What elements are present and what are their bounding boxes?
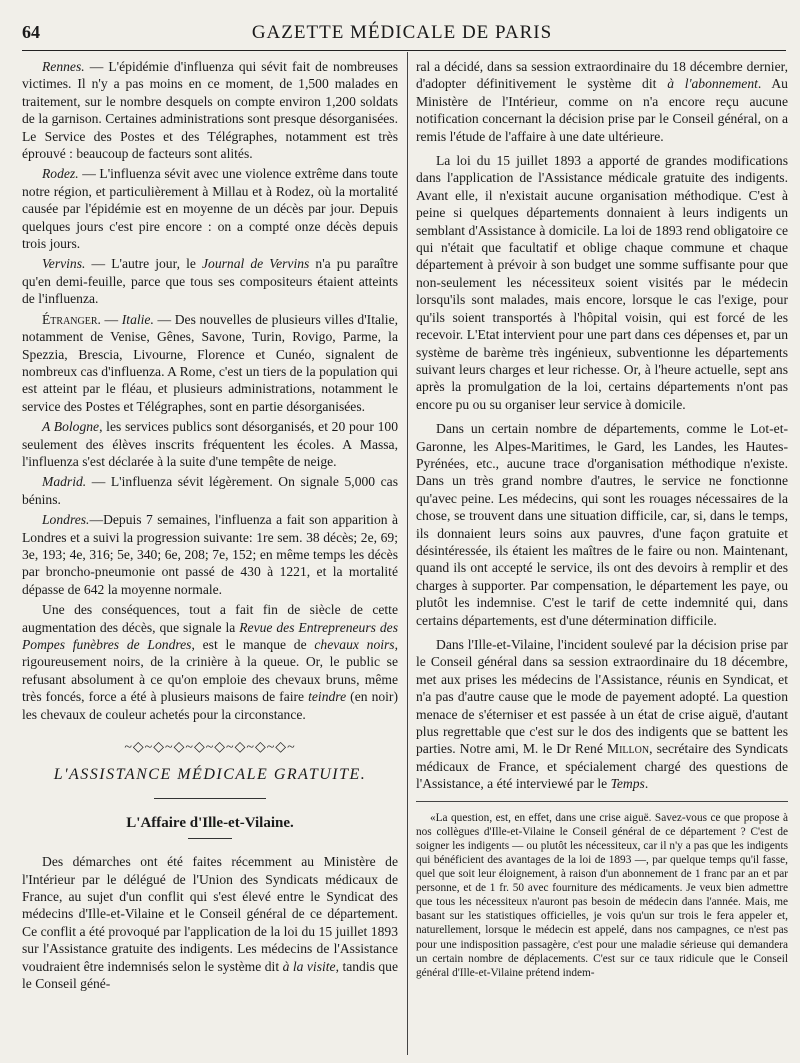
article-intro: Des démarches ont été faites récemment au Ministère de l'Intérieur par le délégué de l'Union des Syndicats médicaux de France, au sujet d'un conflit qui s'est élevé entre le Syndicat des médecins d'Ille-et-Vilaine et le Conseil général de ce département. Ce conflit a été provoqué par l'application de la loi du 15 juillet 1893 sur l'Assistance gratuite des indigents. Les médecins de l'Assistance voudraient être indemnisés selon le système dit à la visite, tandis que le Conseil géné-: [22, 854, 399, 992]
news-etranger: Étranger. — Italie. — Des nouvelles de plusieurs villes d'Italie, notamment de Venise, Gênes, Savone, Turin, Rovigo, Parme, la Spezzia, Brescia, Livourne, Florence et Cunéo, signalent de nombreux cas d'influenza. A Rome, c'est un tiers de la population qui est atteint par le fléau, et plusieurs administrations, notamment le service des Postes et Télégraphes, sont en partie désorganisées.: [22, 311, 398, 414]
subtitle-rule: [188, 838, 232, 839]
article-departements: Dans un certain nombre de départements, comme le Lot-et-Garonne, les Alpes-Maritimes, le Gard, les Landes, les Hautes-Pyrénées, etc., aucune trace d'organisation méthodique n'existe. Dans un très grand nombre d'autres, le service ne fonctionne qu'avec peine. Les médecins, qui sont les rouages nécessaires de la chose, se trouvent dans une situation difficile, car, si, dans le temps, ils donnaient leurs soins aux pauvres, d'une façon gratuite et désintéressée, ils étaient les maîtres de le faire ou non. Maintenant, quand ils ont accepté le service, ils ont des devoirs à remplir et des charges à supporter. Par compensation, le département les paye, ou plutôt les indemnise. C'est le tarif de cette indemnité qui, dans certains départements, est d'une détermination difficile.: [416, 421, 788, 628]
news-londres: Londres.—Depuis 7 semaines, l'influenza a fait son apparition à Londres et a suivi la progression suivante: 1re sem. 38 décès; 2e, 69; 3e, 193; 4e, 316; 5e, 340; 6e, 208; 7e, 152; en même temps les décès par broncho-pneumonie ont passé de 430 à 1221, et la mortalité dépasse de 642 la moyenne normale.: [22, 512, 398, 597]
news-rennes: Rennes. — L'épidémie d'influenza qui sévit fait de nombreuses victimes. Il n'y a pas moins en ce moment, de 1,500 malades en traitement, sur le nombre desquels on compte environ 1,200 soldats de la garnison. Certaines administrations sont presque désorganisées. Le Service des Postes et des Télégraphes, notamment est très éprouvé : beaucoup de facteurs sont alités.: [22, 59, 398, 162]
quote-text: «La question, est, en effet, dans une crise aiguë. Savez-vous ce que propose à nos collègues d'Ille-et-Vilaine le Conseil général de ce département ? C'est de soigner les indigents — ou plutôt les nécessiteux, car il n'y a pas que les indigents qui bénéficient des avantages de la loi de 1893 —, par quelque temps qu'il fasse, quel que soit leur éloignement, à raison d'un abonnement de 1 franc par an et par personne, et de 1 fr. 50 avec fourniture des médicaments. Je veux bien admettre que tous les nécessiteux n'auront pas besoin de médecin dans l'année. Mais, me basant sur les statistiques officielles, je vois qu'un sur trois le fera appeler et, naturellement, lorsque le médecin est appelé, dans nos campagnes, ce n'est pas pour une indisposition passagère, c'est pour une maladie sérieuse qui demandera un certain nombre de déplacements. C'est sur ce taux ridicule que le Conseil général d'Ille-et-Vilaine prétend indem-: [416, 811, 788, 979]
right-column: [416, 58, 788, 980]
column-divider: [407, 52, 408, 1055]
article-ille-et-vilaine: Dans l'Ille-et-Vilaine, l'incident soulevé par la décision prise par le Conseil général dans sa session extraordinaire du 18 décembre, met aux prises les médecins de l'Assistance, réunis en Syndicat, et n'a pas d'autre cause que le mode de payement adopté. La question menace de s'éterniser et est passée à un état de crise aiguë, d'autant plus regrettable que c'est sur le dos des indigents que se battent les parties. Notre ami, M. le Dr René Millon, secrétaire des Syndicats médicaux de France, et spécialement chargé des questions de l'Assistance, a été interviewé par le Temps.: [416, 637, 788, 792]
page-number: 64: [22, 22, 40, 42]
header-rule: [22, 50, 786, 51]
ornamental-separator: ~◇~◇~◇~◇~◇~◇~◇~◇~: [124, 740, 296, 756]
page-header: [22, 22, 782, 48]
section-title: L'ASSISTANCE MÉDICALE GRATUITE.: [53, 766, 367, 784]
article-continuation: ral a décidé, dans sa session extraordinaire du 18 décembre dernier, d'adopter définitivement le système dit à l'abonnement. Au Ministère de l'Intérieur, comme on n'a encore reçu aucune notification concernant la décision prise par le Conseil général, on a remis l'étude de l'affaire à une date ultérieure.: [416, 59, 788, 144]
left-column: [22, 58, 398, 993]
article-loi-1893: La loi du 15 juillet 1893 a apporté de grandes modifications dans l'application de l'Assistance médicale gratuite des indigents. Avant elle, il n'existait aucune organisation méthodique. C'est à peine si quelques départements donnaient à leurs indigents un semblant d'Assistance à domicile. La loi de 1893 rend obligatoire ce qui n'était que facultatif et oblige chaque commune et chaque département à prévoir à son budget une somme suffisante pour que non-seulement les nécessiteux soient visités par le médecin lorsqu'ils sont malades, mais encore, lorsque le cas l'exige, pour qu'ils soient transportés à l'hôpital voisin, qui est forcé de les recevoir. L'Etat intervient pour une part dans ces dépenses et, par un système de barème très ingénieux, subventionne les départements suivant leurs charges et leur richesse. Or, à l'heure actuelle, sept ans après la promulgation de la loi, certains départements n'ont pas encore pu ou su organiser leur service à domicile.: [416, 153, 788, 412]
journal-title: GAZETTE MÉDICALE DE PARIS: [251, 22, 553, 43]
article-subtitle: L'Affaire d'Ille-et-Vilaine.: [126, 814, 294, 831]
news-rodez: Rodez. — L'influenza sévit avec une violence extrême dans toute notre région, et particulièrement à Millau et à Rodez, où la mortalité causée par l'épidémie est en moyenne de un décès par jour. Depuis quelques jours c'est pire encore : on a compté onze décès depuis trois jours.: [22, 166, 398, 252]
news-vervins: Vervins. — L'autre jour, le Journal de Vervins n'a pu paraître qu'en demi-feuille, parce que tous ses compositeurs étaient atteints de l'influenza.: [22, 256, 398, 307]
interview-quote: [416, 811, 788, 980]
quote-rule: [416, 801, 788, 802]
news-madrid: Madrid. — L'influenza sévit légèrement. On signale 5,000 cas bénins.: [22, 474, 398, 507]
section-rule: [154, 798, 266, 799]
news-bologne: A Bologne, les services publics sont désorganisés, et 20 pour 100 seulement des élèves inscrits fréquentent les écoles. A Massa, l'influenza s'est déclarée à la suite d'une tempête de neige.: [22, 419, 398, 469]
news-chevaux: Une des conséquences, tout a fait fin de siècle de cette augmentation des décès, que signale la Revue des Entrepreneurs des Pompes funèbres de Londres, est le manque de chevaux noirs, rigoureusement noirs, de la crinière à la queue. Or, le public se refusant absolument à ce qu'on emploie des chevaux bruns, même très foncés, force a été à plusieurs maisons de faire teindre (en noir) les chevaux de couleur achetés pour la circonstance.: [22, 602, 399, 722]
